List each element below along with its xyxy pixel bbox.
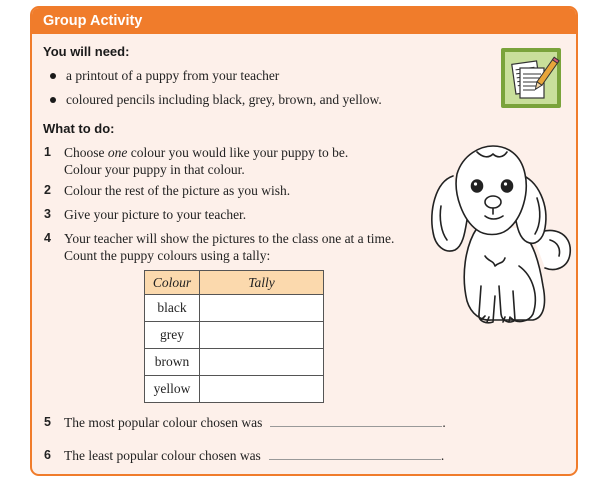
table-row <box>145 376 324 403</box>
column-header-colour: Colour <box>145 271 200 295</box>
step-text-line: Your teacher will show the pictures to the class one at a time. <box>64 231 395 246</box>
tally-cell[interactable] <box>200 295 324 322</box>
worksheet-pencil-icon <box>500 47 562 109</box>
list-item-text: coloured pencils including black, grey, brown, and yellow. <box>66 92 382 107</box>
colour-cell: black <box>145 295 200 322</box>
step-4 <box>44 230 394 264</box>
step-text-line: The most popular colour chosen was <box>64 415 263 430</box>
step-text-line: Count the puppy colours using a tally: <box>64 248 271 263</box>
tally-cell[interactable] <box>200 322 324 349</box>
table-row <box>145 295 324 322</box>
step-number: 4 <box>44 231 51 245</box>
step-text-line: Colour the rest of the picture as you wish. <box>64 183 291 198</box>
step-number: 5 <box>44 415 51 429</box>
todo-heading: What to do: <box>43 121 115 136</box>
colour-cell: grey <box>145 322 200 349</box>
step-text-line: Give your picture to your teacher. <box>64 207 247 222</box>
step-text-line: Choose one colour you would like your puppy to be. <box>64 145 349 160</box>
step-2 <box>44 182 290 199</box>
step-number: 1 <box>44 145 51 159</box>
bullet-icon <box>50 73 56 79</box>
step-6: 6 The least popular colour chosen was . <box>44 448 445 463</box>
column-header-tally: Tally <box>200 271 324 295</box>
step-5: 5 The most popular colour chosen was . <box>44 415 446 430</box>
card-title: Group Activity <box>32 8 576 34</box>
most-popular-answer-field[interactable] <box>270 414 442 427</box>
colour-cell: brown <box>145 349 200 376</box>
colour-cell: yellow <box>145 376 200 403</box>
puppy-illustration <box>415 136 575 336</box>
list-item-text: a printout of a puppy from your teacher <box>66 68 280 83</box>
step-1 <box>44 144 348 178</box>
step-3 <box>44 206 246 223</box>
tally-table <box>144 270 324 403</box>
group-activity-card <box>30 6 578 476</box>
step-number: 6 <box>44 448 51 462</box>
list-item <box>50 68 279 84</box>
list-item <box>50 92 382 108</box>
bullet-icon <box>50 97 56 103</box>
table-row <box>145 349 324 376</box>
table-row <box>145 322 324 349</box>
least-popular-answer-field[interactable] <box>269 447 441 460</box>
need-heading: You will need: <box>43 44 130 59</box>
tally-cell[interactable] <box>200 376 324 403</box>
tally-cell[interactable] <box>200 349 324 376</box>
step-number: 3 <box>44 207 51 221</box>
step-text-line: The least popular colour chosen was <box>64 448 261 463</box>
step-text-line: Colour your puppy in that colour. <box>64 162 245 177</box>
step-number: 2 <box>44 183 51 197</box>
